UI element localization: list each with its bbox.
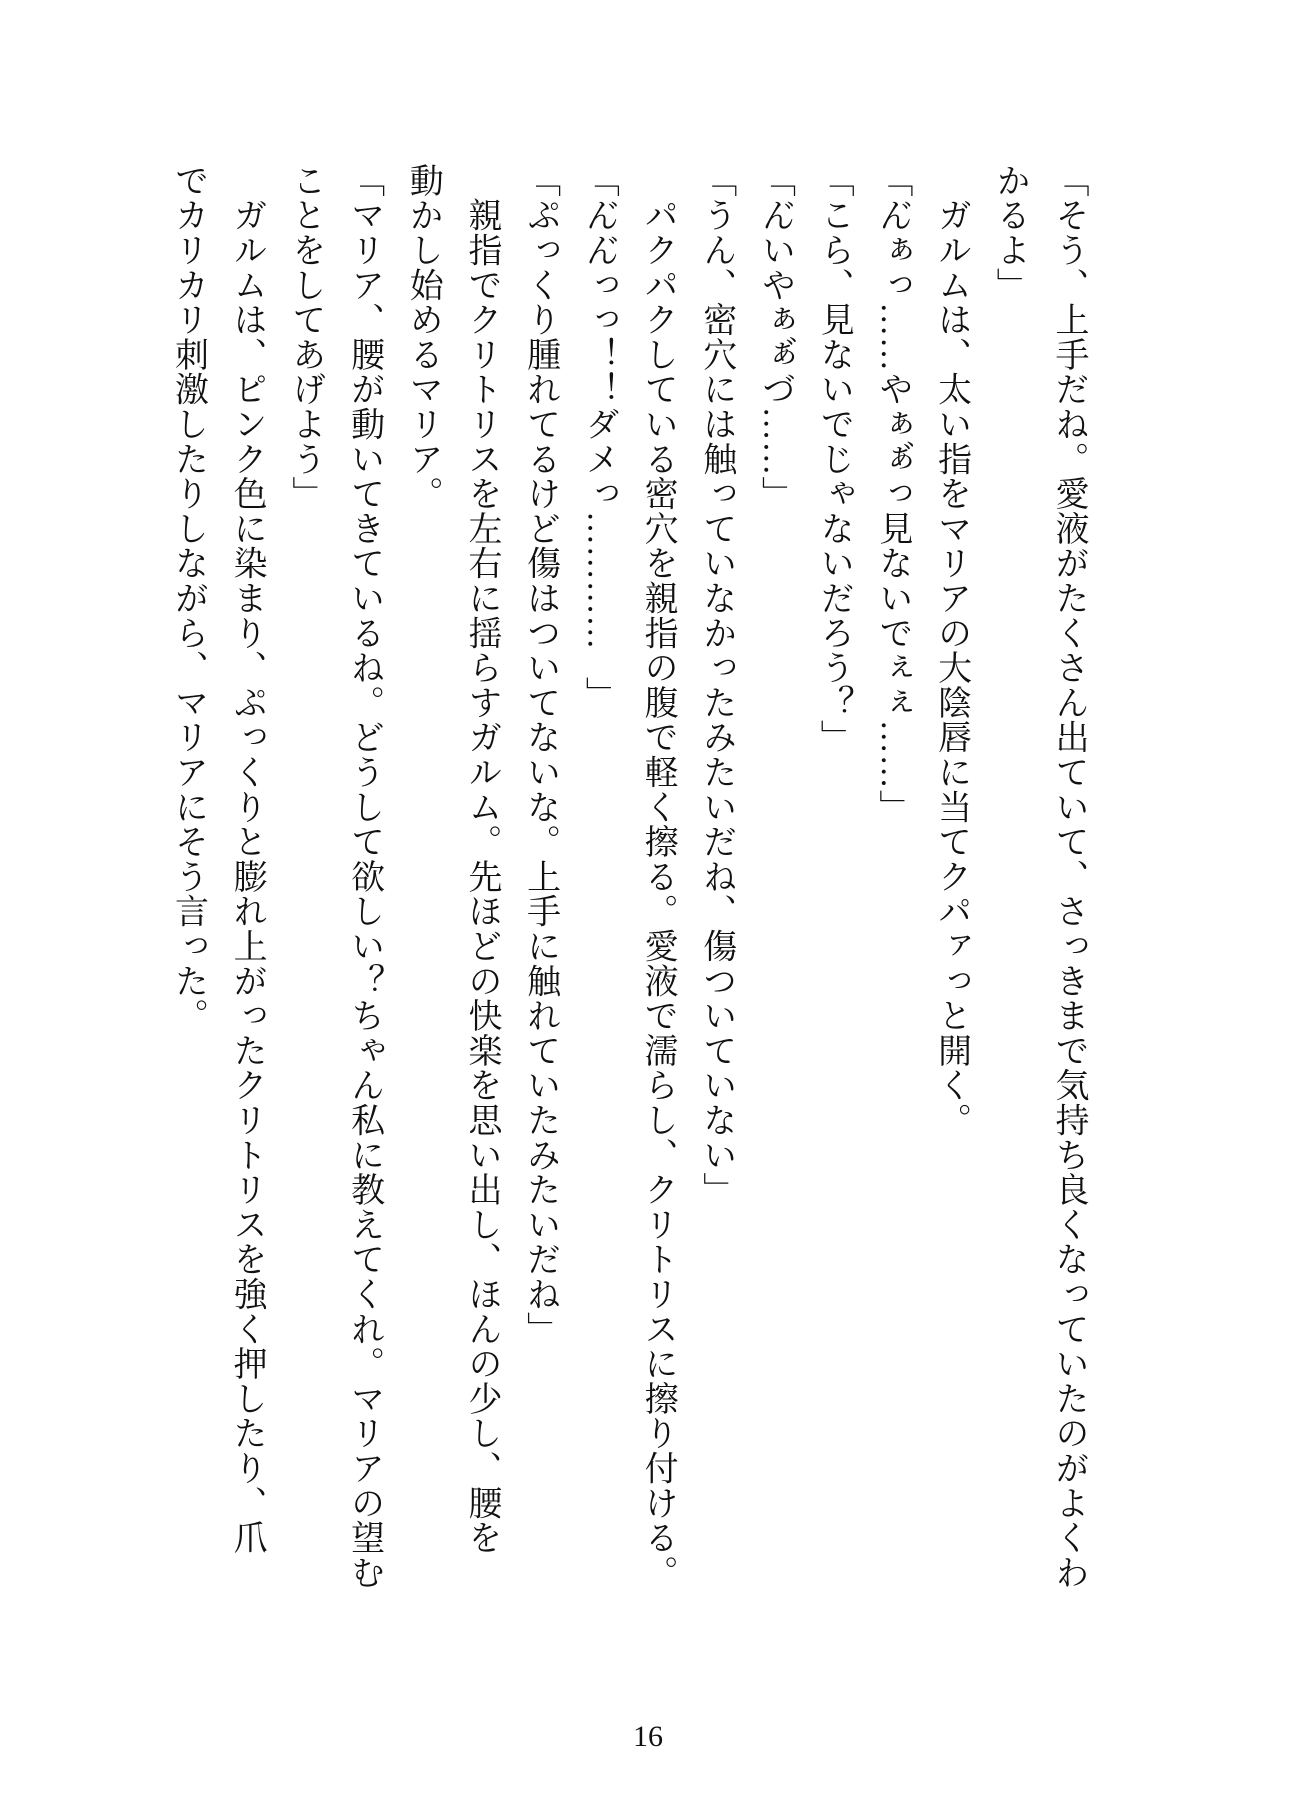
page-number: 16 [633, 1720, 663, 1753]
text-column: ガルムは、ピンク色に染まり、ぷっくりと膨れ上がったクリトリスを強く押したり、爪 [228, 163, 266, 1555]
text-column: 「ぷっくり腫れてるけど傷はついてないな。上手に触れていたみたいだね」 [521, 163, 559, 1347]
text-column: 「こら、見ないでじゃないだろう？」 [815, 163, 853, 755]
text-block [158, 163, 1097, 1593]
text-column: でカリカリ刺激したりしながら、マリアにそう言った。 [169, 163, 207, 1033]
text-column: 「うん、密穴には触っていなかったみたいだね、傷ついていない」 [697, 163, 735, 1207]
text-column: パクパクしている密穴を親指の腹で軽く擦る。愛液で濡らし、クリトリスに擦り付ける。 [639, 163, 677, 1590]
text-column: 親指でクリトリスを左右に揺らすガルム。先ほどの快楽を思い出し、ほんの少し、腰を [462, 163, 500, 1555]
text-column: 「マリア、腰が動いてきているね。どうして欲しい？ちゃん私に教えてくれ。マリアの望む [345, 163, 383, 1590]
text-column: 「ん゙ん゙っっ！！ダメっ…………゙」 [580, 163, 618, 712]
text-column: ガルムは、太い指をマリアの大陰唇に当てクパァっと開く。 [932, 163, 970, 1138]
text-column: かるよ」 [991, 163, 1029, 303]
text-column: 動かし始めるマリア。 [404, 163, 442, 511]
text-column: 「そう、上手だね。愛液がたくさん出ていて、さっきまで気持ち良くなっていたのがよくわ [1050, 163, 1087, 1590]
text-column: ことをしてあげよう」 [286, 163, 324, 511]
text-column: 「ん゙いやぁぁ゙づ……」 [756, 163, 794, 511]
text-column: 「ん゙ぁっ……やぁぁ゙っ見ないでぇぇ……」 [873, 163, 911, 825]
